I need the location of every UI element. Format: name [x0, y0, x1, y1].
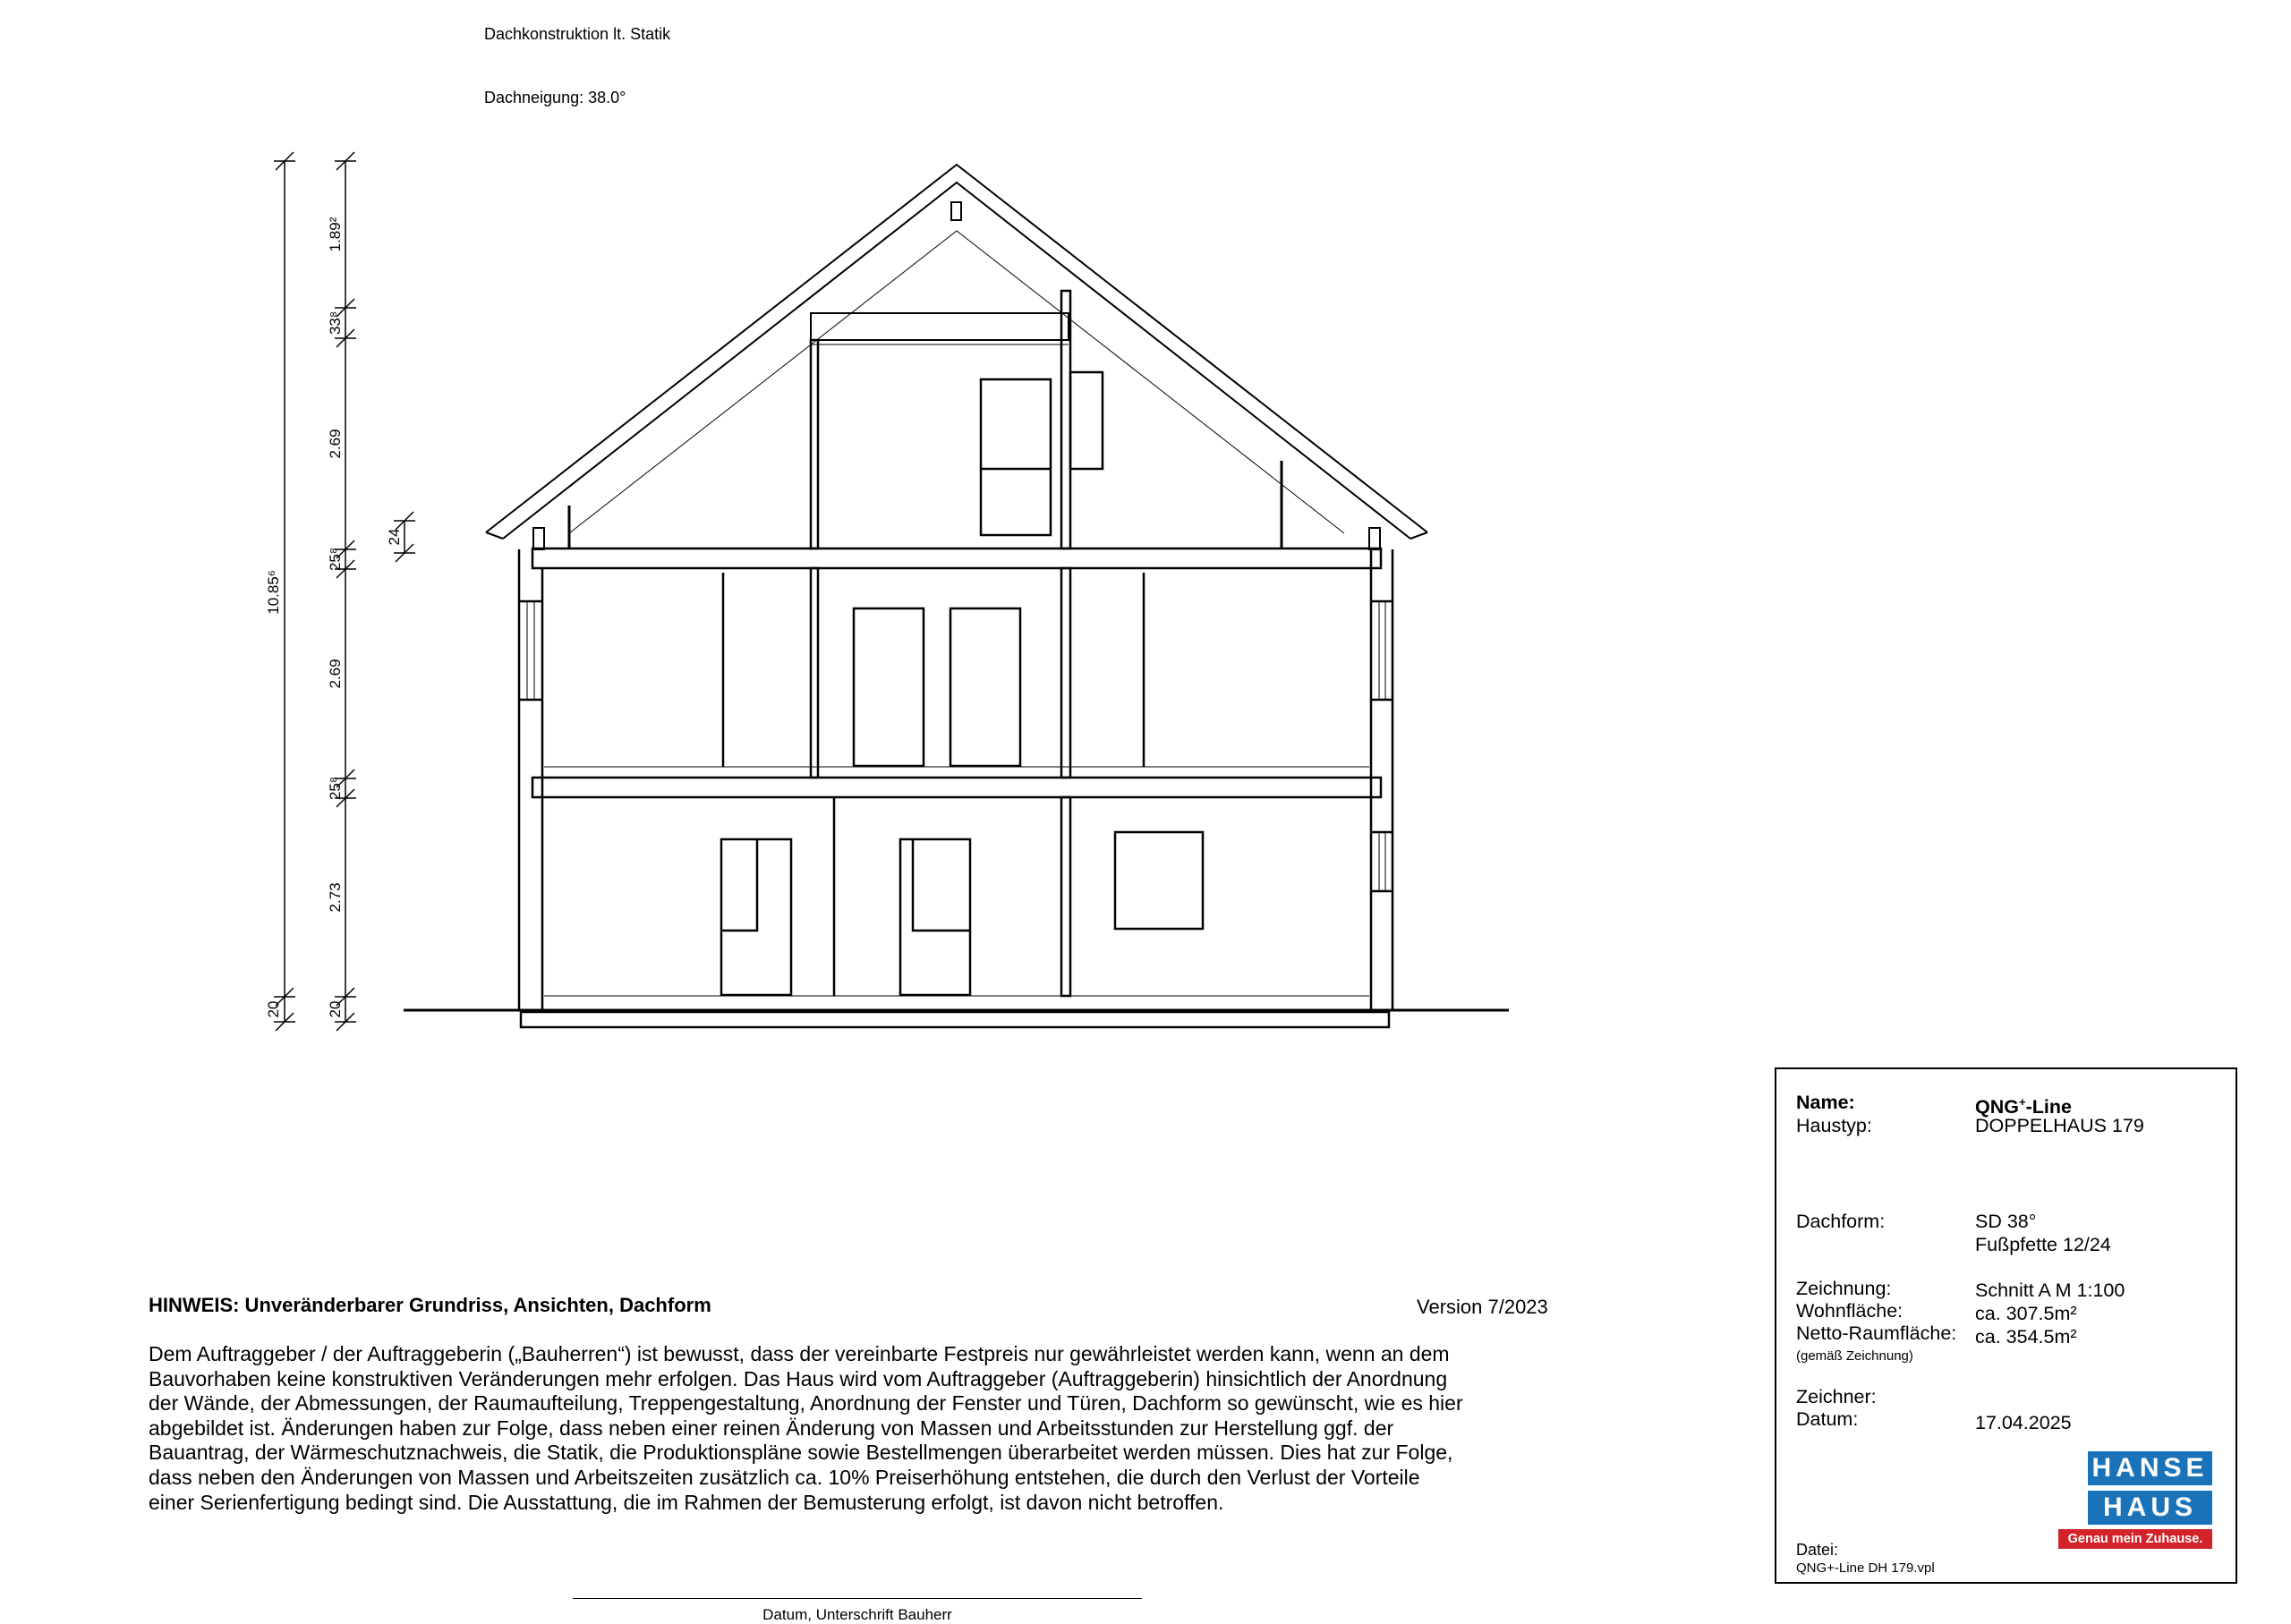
fusspfette-value: Fußpfette 12/24 — [1975, 1234, 2111, 1255]
netto-value: ca. 354.5m² — [1975, 1326, 2077, 1348]
zeichnung-value: Schnitt A M 1:100 — [1975, 1280, 2125, 1301]
dim-attic-height: 2.69 — [327, 429, 344, 459]
slabs — [521, 548, 1389, 1027]
dim-roof-collar: 33⁸ — [327, 310, 344, 336]
dim-upper-height: 2.69 — [327, 659, 344, 689]
hinweis-line: abgebildet ist. Änderungen haben zur Folge, dass neben einer reinen Änderung von Massen und Arbeitsstunden zur Herstellung ggf. der — [149, 1416, 1394, 1440]
haustyp-label: Haustyp: — [1796, 1115, 1872, 1136]
zeichner-label: Zeichner: — [1796, 1386, 1877, 1407]
openings — [721, 372, 1203, 995]
version-label: Version 7/2023 — [1417, 1296, 1548, 1318]
wohnflaeche-label: Wohnfläche: — [1796, 1300, 1903, 1322]
netto-note: (gemäß Zeichnung) — [1796, 1348, 1913, 1364]
note-roof-construction: Dachkonstruktion lt. Statik — [484, 25, 671, 43]
wohnflaeche-value: ca. 307.5m² — [1975, 1303, 2077, 1324]
datum-value: 17.04.2025 — [1975, 1412, 2072, 1433]
dimension-lines — [274, 152, 415, 1031]
logo-hanse: HANSE — [2088, 1451, 2212, 1485]
dim-ceiling-1: 25⁸ — [327, 776, 344, 801]
dachform-label: Dachform: — [1796, 1211, 1886, 1232]
note-roof-pitch: Dachneigung: 38.0° — [484, 89, 626, 106]
exterior-walls — [519, 549, 1392, 1011]
zeichnung-label: Zeichnung: — [1796, 1278, 1892, 1299]
hinweis-line: Bauantrag, der Wärmeschutznachweis, die Statik, die Produktionspläne sowie Bestellmengen überarbeitet werden müssen. Dies hat zur Folge, — [149, 1441, 1453, 1465]
hinweis-title: HINWEIS: Unveränderbarer Grundriss, Ansichten, Dachform — [149, 1294, 711, 1316]
haustyp-value: DOPPELHAUS 179 — [1975, 1115, 2144, 1136]
hinweis-line: Bauvorhaben keine konstruktiven Veränderungen mehr erfolgen. Das Haus wird vom Auftraggeber (Auftraggeberin) hinsichtlich der Anordnung — [149, 1366, 1448, 1390]
dim-base: 20 — [327, 1000, 344, 1018]
hinweis-line: der Wände, der Abmessungen, der Raumaufteilung, Treppengestaltung, Anordnung der Fenster und Türen, Dachform so gewünscht, wie es hier — [149, 1391, 1463, 1416]
dim-ceiling-2: 25⁸ — [327, 547, 344, 572]
interior-walls — [723, 291, 1144, 996]
roof — [486, 165, 1427, 549]
signature-label: Datum, Unterschrift Bauherr — [762, 1606, 952, 1623]
hinweis-line: dass neben den Änderungen von Massen und Arbeitszeiten zusätzlich ca. 10% Preiserhöhung entstehen, die durch den Verlust der Vorteile — [149, 1465, 1420, 1489]
dim-knee: 24 — [386, 528, 403, 546]
datum-label: Datum: — [1796, 1408, 1859, 1430]
datei-value: QNG+-Line DH 179.vpl — [1796, 1560, 1935, 1576]
title-block — [1775, 1067, 2237, 1584]
name-value: QNG+-Line — [1975, 1095, 2072, 1118]
signature-line — [573, 1598, 1142, 1599]
datei-label: Datei: — [1796, 1541, 1839, 1559]
hinweis-line: Dem Auftraggeber / der Auftraggeberin („Bauherren“) ist bewusst, dass der vereinbarte Festpreis nur gewährleistet werden kann, wenn an dem — [149, 1342, 1450, 1365]
name-label: Name: — [1796, 1092, 1855, 1113]
dim-roof-top: 1.89² — [327, 217, 344, 252]
logo-haus: HAUS — [2088, 1491, 2212, 1525]
logo-slogan: Genau mein Zuhause. — [2058, 1529, 2212, 1549]
hinweis-text — [149, 1342, 1652, 1515]
netto-label: Netto-Raumfläche: — [1796, 1322, 1957, 1344]
dim-ground-height: 2.73 — [327, 882, 344, 913]
dim-total: 10.85⁶ — [265, 570, 282, 615]
hinweis-line: einer Serienfertigung bedingt sind. Die Ausstattung, die im Rahmen der Bemusterung erfolgt, ist davon nicht betroffen. — [149, 1490, 1224, 1514]
dachform-value: SD 38° — [1975, 1211, 2037, 1232]
dim-outer-base: 20 — [265, 1000, 282, 1018]
